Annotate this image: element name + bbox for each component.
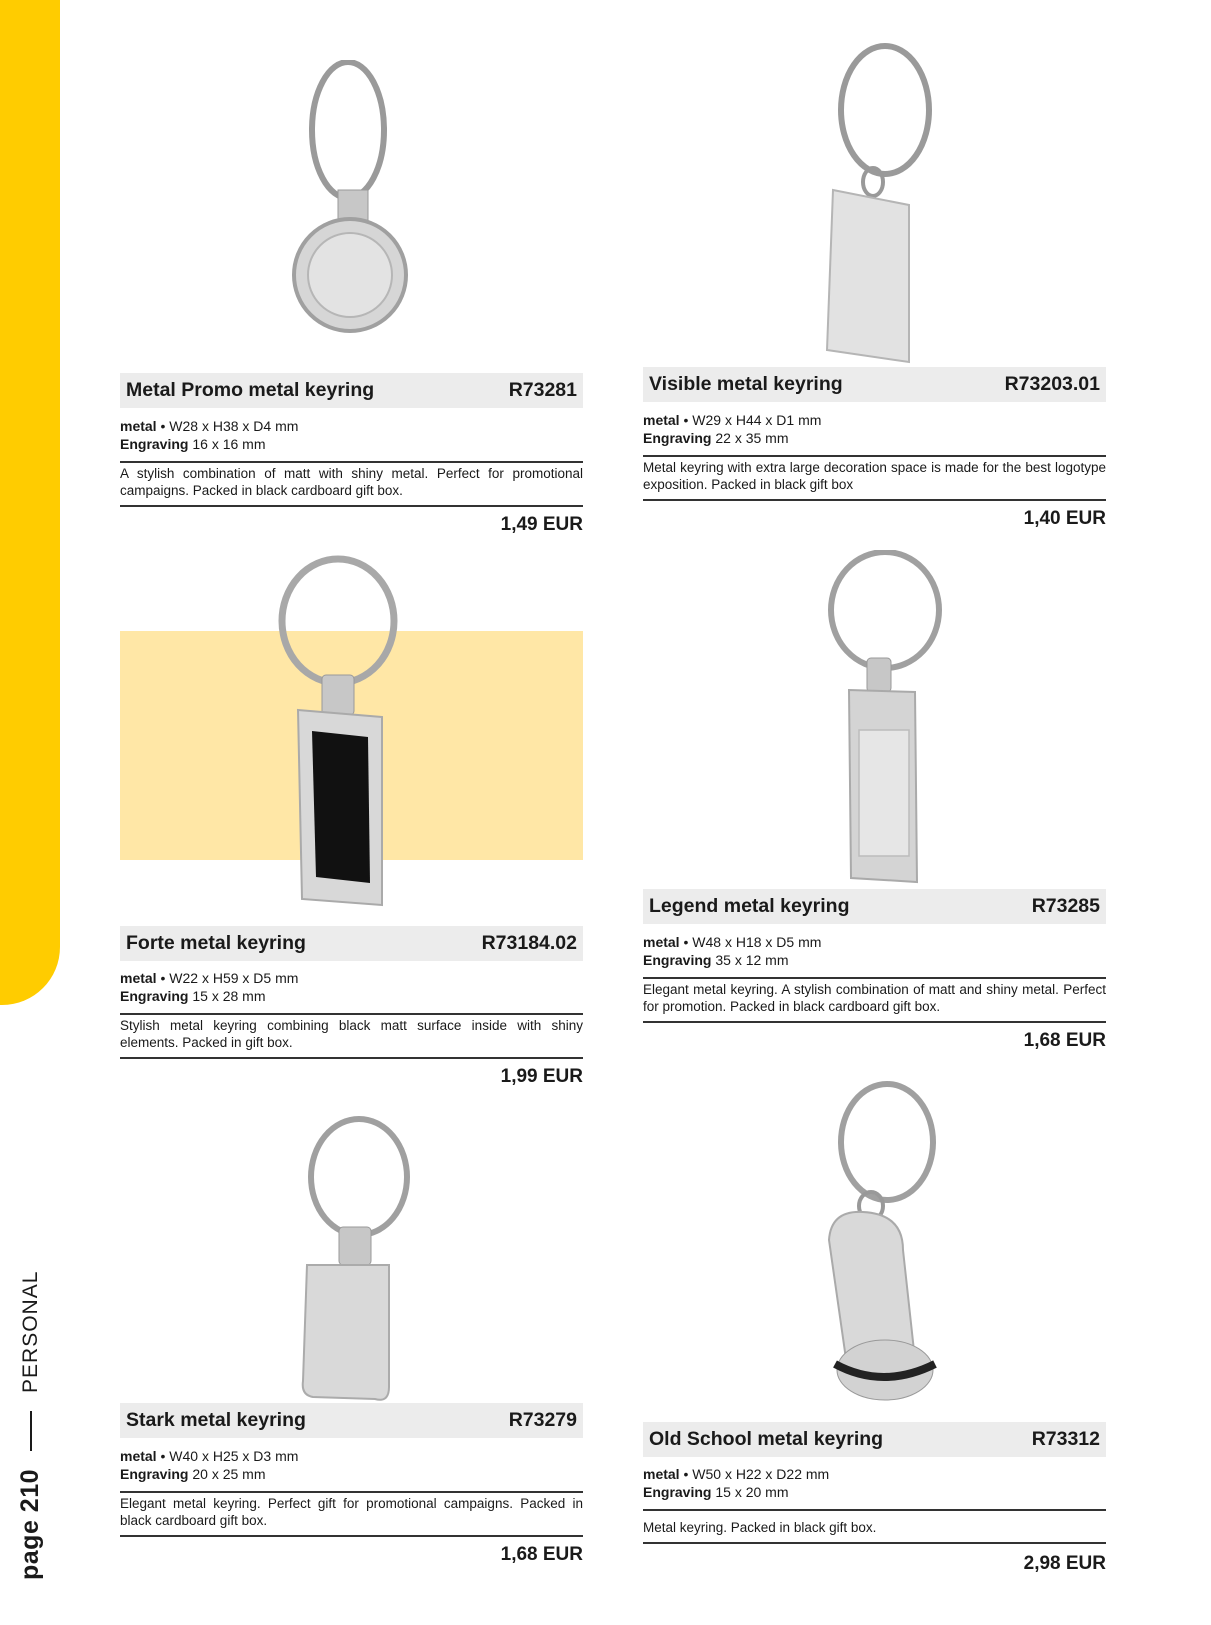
- material: metal: [643, 934, 680, 950]
- product-specs: metal • W29 x H44 x D1 mm Engraving 22 x 35 mm: [643, 412, 822, 446]
- engraving-label: Engraving: [643, 430, 712, 446]
- product-code: R73279: [508, 1409, 577, 1431]
- divider: [643, 1542, 1106, 1544]
- product-specs: metal • W40 x H25 x D3 mm Engraving 20 x 25 mm: [120, 1448, 299, 1482]
- product-header: [120, 373, 583, 408]
- product-specs: metal • W50 x H22 x D22 mm Engraving 15 x 20 mm: [643, 1466, 830, 1500]
- material: metal: [120, 970, 157, 986]
- product-code: R73312: [1031, 1428, 1100, 1450]
- dimensions: W50 x H22 x D22 mm: [692, 1466, 830, 1482]
- product-code: R73184.02: [481, 932, 577, 954]
- product-title: Legend metal keyring: [649, 895, 850, 917]
- keyring-image: [295, 1115, 415, 1405]
- engraving-size: 15 x 28 mm: [192, 988, 266, 1004]
- engraving-label: Engraving: [120, 988, 189, 1004]
- product-price: 1,68 EUR: [1023, 1030, 1106, 1051]
- product-title: Stark metal keyring: [126, 1409, 306, 1431]
- engraving-size: 15 x 20 mm: [715, 1484, 789, 1500]
- divider: [120, 1535, 583, 1537]
- product-specs: metal • W22 x H59 x D5 mm Engraving 15 x 28 mm: [120, 970, 299, 1004]
- product-description: Metal keyring with extra large decoration space is made for the best logotype exposition. Packed in black gift box: [643, 460, 1106, 492]
- product-title: Old School metal keyring: [649, 1428, 884, 1450]
- product-header: [643, 1422, 1106, 1457]
- product-price: 1,49 EUR: [500, 514, 583, 535]
- product-code: R73203.01: [1004, 373, 1100, 395]
- material: metal: [120, 1448, 157, 1464]
- product-code: R73281: [508, 379, 577, 401]
- divider: [30, 1411, 32, 1451]
- material: metal: [120, 418, 157, 434]
- product-specs: metal • W28 x H38 x D4 mm Engraving 16 x 16 mm: [120, 418, 299, 452]
- keyring-image: [270, 555, 410, 910]
- product-price: 2,98 EUR: [1023, 1553, 1106, 1574]
- keyring-image: [823, 550, 943, 885]
- product-price: 1,99 EUR: [500, 1066, 583, 1087]
- dimensions: W28 x H38 x D4 mm: [169, 418, 299, 434]
- product-header: [643, 367, 1106, 402]
- keyring-image: [823, 1080, 943, 1425]
- keyring-image: [290, 60, 410, 360]
- divider: [643, 1509, 1106, 1511]
- product-header: [120, 926, 583, 961]
- page-number: page 210: [16, 1468, 44, 1580]
- keyring-image: [823, 40, 943, 370]
- divider: [643, 499, 1106, 501]
- divider: [120, 1057, 583, 1059]
- product-description: A stylish combination of matt with shiny metal. Perfect for promotional campaigns. Packed in black cardboard gift box.: [120, 466, 583, 498]
- engraving-size: 20 x 25 mm: [192, 1466, 266, 1482]
- engraving-label: Engraving: [120, 1466, 189, 1482]
- product-price: 1,40 EUR: [1023, 508, 1106, 529]
- dimensions: W48 x H18 x D5 mm: [692, 934, 822, 950]
- product-code: R73285: [1031, 895, 1100, 917]
- engraving-size: 35 x 12 mm: [715, 952, 789, 968]
- engraving-label: Engraving: [643, 952, 712, 968]
- side-tab: [0, 0, 60, 1005]
- engraving-label: Engraving: [120, 436, 189, 452]
- dimensions: W40 x H25 x D3 mm: [169, 1448, 299, 1464]
- dimensions: W22 x H59 x D5 mm: [169, 970, 299, 986]
- divider: [643, 455, 1106, 457]
- engraving-label: Engraving: [643, 1484, 712, 1500]
- dimensions: W29 x H44 x D1 mm: [692, 412, 822, 428]
- product-title: Visible metal keyring: [649, 373, 843, 395]
- product-price: 1,68 EUR: [500, 1544, 583, 1565]
- divider: [120, 1013, 583, 1015]
- material: metal: [643, 1466, 680, 1482]
- engraving-size: 22 x 35 mm: [715, 430, 789, 446]
- product-description: Elegant metal keyring. Perfect gift for promotional campaigns. Packed in black cardboard gift box.: [120, 1496, 583, 1528]
- product-description: Stylish metal keyring combining black matt surface inside with shiny elements. Packed in gift box.: [120, 1018, 583, 1050]
- product-header: [120, 1403, 583, 1438]
- product-title: Forte metal keyring: [126, 932, 306, 954]
- product-title: Metal Promo metal keyring: [126, 379, 375, 401]
- product-header: [643, 889, 1106, 924]
- divider: [120, 505, 583, 507]
- divider: [643, 977, 1106, 979]
- product-description: Elegant metal keyring. A stylish combination of matt and shiny metal. Perfect for promotion. Packed in black cardboard gift box.: [643, 982, 1106, 1014]
- product-specs: metal • W48 x H18 x D5 mm Engraving 35 x 12 mm: [643, 934, 822, 968]
- divider: [643, 1021, 1106, 1023]
- product-description: Metal keyring. Packed in black gift box.: [643, 1520, 877, 1535]
- divider: [120, 1491, 583, 1493]
- divider: [120, 461, 583, 463]
- section-title: PERSONAL: [18, 1270, 42, 1393]
- engraving-size: 16 x 16 mm: [192, 436, 266, 452]
- material: metal: [643, 412, 680, 428]
